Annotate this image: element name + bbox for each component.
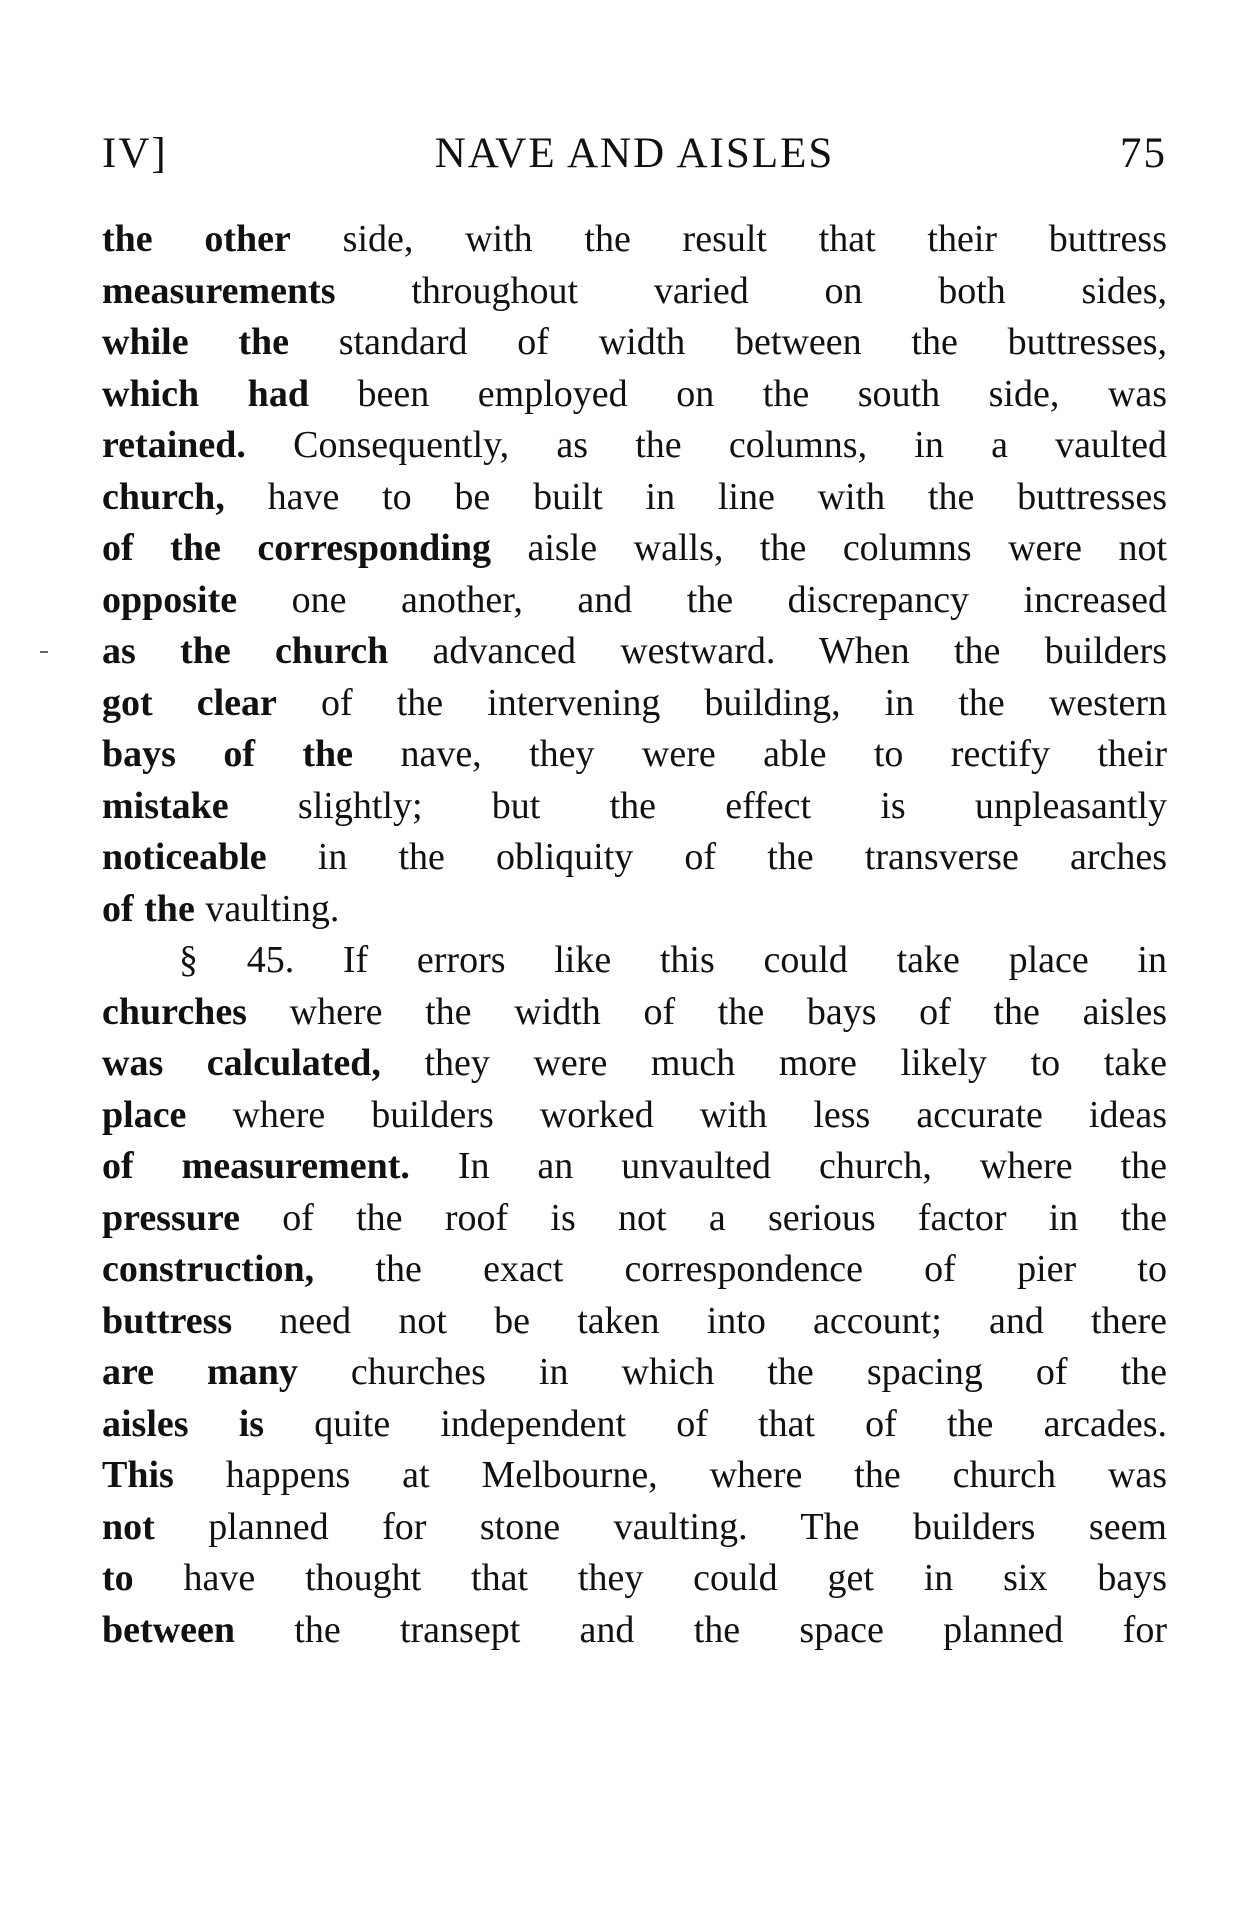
line-text: nave, they were able to rectify their (353, 733, 1168, 775)
text-line (102, 420, 1167, 472)
line-text: advanced westward. When the builders (388, 630, 1167, 672)
line-bold-part: retained. (102, 424, 246, 466)
line-text: throughout varied on both sides, (335, 269, 1167, 312)
text-line (102, 369, 1167, 421)
text-line (102, 1038, 1167, 1090)
line-bold-part: churches (102, 990, 247, 1033)
line-text: planned for stone vaulting. The builders seem (154, 1505, 1167, 1548)
line-text: slightly; but the effect is unpleasantly (228, 784, 1167, 827)
line-bold-part: This (102, 1454, 174, 1496)
line-text: of the intervening building, in the western (276, 681, 1168, 724)
line-text: quite independent of that of the arcades. (264, 1402, 1167, 1445)
line-bold-part: the other (102, 218, 291, 260)
text-line (102, 1090, 1167, 1142)
line-text: in the obliquity of the transverse arches (266, 836, 1167, 878)
text-line (102, 987, 1167, 1039)
text-line (102, 678, 1167, 730)
line-bold-part: was calculated, (102, 1042, 381, 1084)
text-line (102, 1399, 1167, 1451)
line-text: happens at Melbourne, where the church was (173, 1454, 1167, 1496)
text-line (102, 1244, 1167, 1296)
running-head (102, 124, 1167, 184)
text-line (102, 1450, 1167, 1502)
page-number: 75 (1120, 130, 1167, 177)
line-bold-part: buttress (102, 1299, 233, 1342)
line-bold-part: aisles is (102, 1402, 265, 1445)
line-text: aisle walls, the columns were not (491, 527, 1167, 569)
line-text: side, with the result that their buttress (290, 218, 1167, 260)
line-text: been employed on the south side, was (308, 372, 1167, 415)
text-line (102, 266, 1167, 318)
text-line (102, 214, 1167, 266)
text-line (102, 729, 1167, 781)
line-text: they were much more likely to take (380, 1042, 1167, 1084)
line-bold-part: place (102, 1093, 187, 1136)
running-title: NAVE AND AISLES (434, 130, 835, 177)
line-bold-part: are many (102, 1351, 298, 1393)
line-text: where builders worked with less accurate ideas (186, 1093, 1167, 1136)
text-line (102, 781, 1167, 833)
text-line (102, 1141, 1167, 1193)
line-bold-part: not (102, 1505, 155, 1548)
line-bold-part: of the (102, 887, 195, 930)
text-line (102, 1296, 1167, 1348)
line-bold-part: church, (102, 475, 225, 518)
text-line (102, 472, 1167, 524)
text-line (102, 1193, 1167, 1245)
line-bold-part: pressure (102, 1196, 240, 1239)
line-text: vaulting. (194, 887, 340, 930)
text-line (102, 832, 1167, 884)
line-text: have to be built in line with the buttresses (224, 475, 1167, 518)
line-text: In an unvaulted church, where the (409, 1145, 1167, 1187)
line-text: § 45. If errors like this could take place in (179, 939, 1167, 981)
line-text: need not be taken into account; and there (232, 1299, 1167, 1342)
line-bold-part: measurements (102, 269, 336, 312)
line-bold-part: noticeable (102, 836, 267, 878)
line-bold-part: to (102, 1557, 134, 1599)
text-line (102, 1347, 1167, 1399)
line-bold-part: got clear (102, 681, 277, 724)
margin-mark (40, 651, 48, 653)
text-line (102, 317, 1167, 369)
line-bold-part: of the corresponding (102, 527, 491, 569)
line-bold-part: as the church (102, 630, 389, 672)
line-bold-part: bays of the (102, 733, 354, 775)
line-bold-part: which had (102, 372, 309, 415)
line-text: one another, and the discrepancy increased (237, 578, 1167, 621)
text-line (102, 1553, 1167, 1605)
line-text: Consequently, as the columns, in a vaulted (245, 424, 1167, 466)
text-line (102, 626, 1167, 678)
text-line (102, 523, 1167, 575)
line-text: have thought that they could get in six bays (133, 1557, 1167, 1599)
line-bold-part: construction, (102, 1248, 315, 1290)
line-bold-part: mistake (102, 784, 229, 827)
text-line (102, 575, 1167, 627)
section-start-line (102, 935, 1167, 987)
chapter-marker: IV] (102, 130, 168, 177)
body-text (102, 214, 1167, 1656)
line-text: standard of width between the buttresses, (289, 321, 1167, 363)
line-bold-part: of measurement. (102, 1145, 410, 1187)
line-text: of the roof is not a serious factor in the (239, 1196, 1167, 1239)
line-text: churches in which the spacing of the (297, 1351, 1167, 1393)
text-line (102, 1605, 1167, 1657)
line-text: where the width of the bays of the aisles (246, 990, 1167, 1033)
line-text: the exact correspondence of pier to (314, 1248, 1167, 1290)
line-bold-part: between (102, 1608, 235, 1651)
text-line (102, 1502, 1167, 1554)
line-text: the transept and the space planned for (234, 1608, 1167, 1651)
line-bold-part: opposite (102, 578, 238, 621)
paragraph-end-line (102, 884, 1167, 936)
line-bold-part: while the (102, 321, 289, 363)
